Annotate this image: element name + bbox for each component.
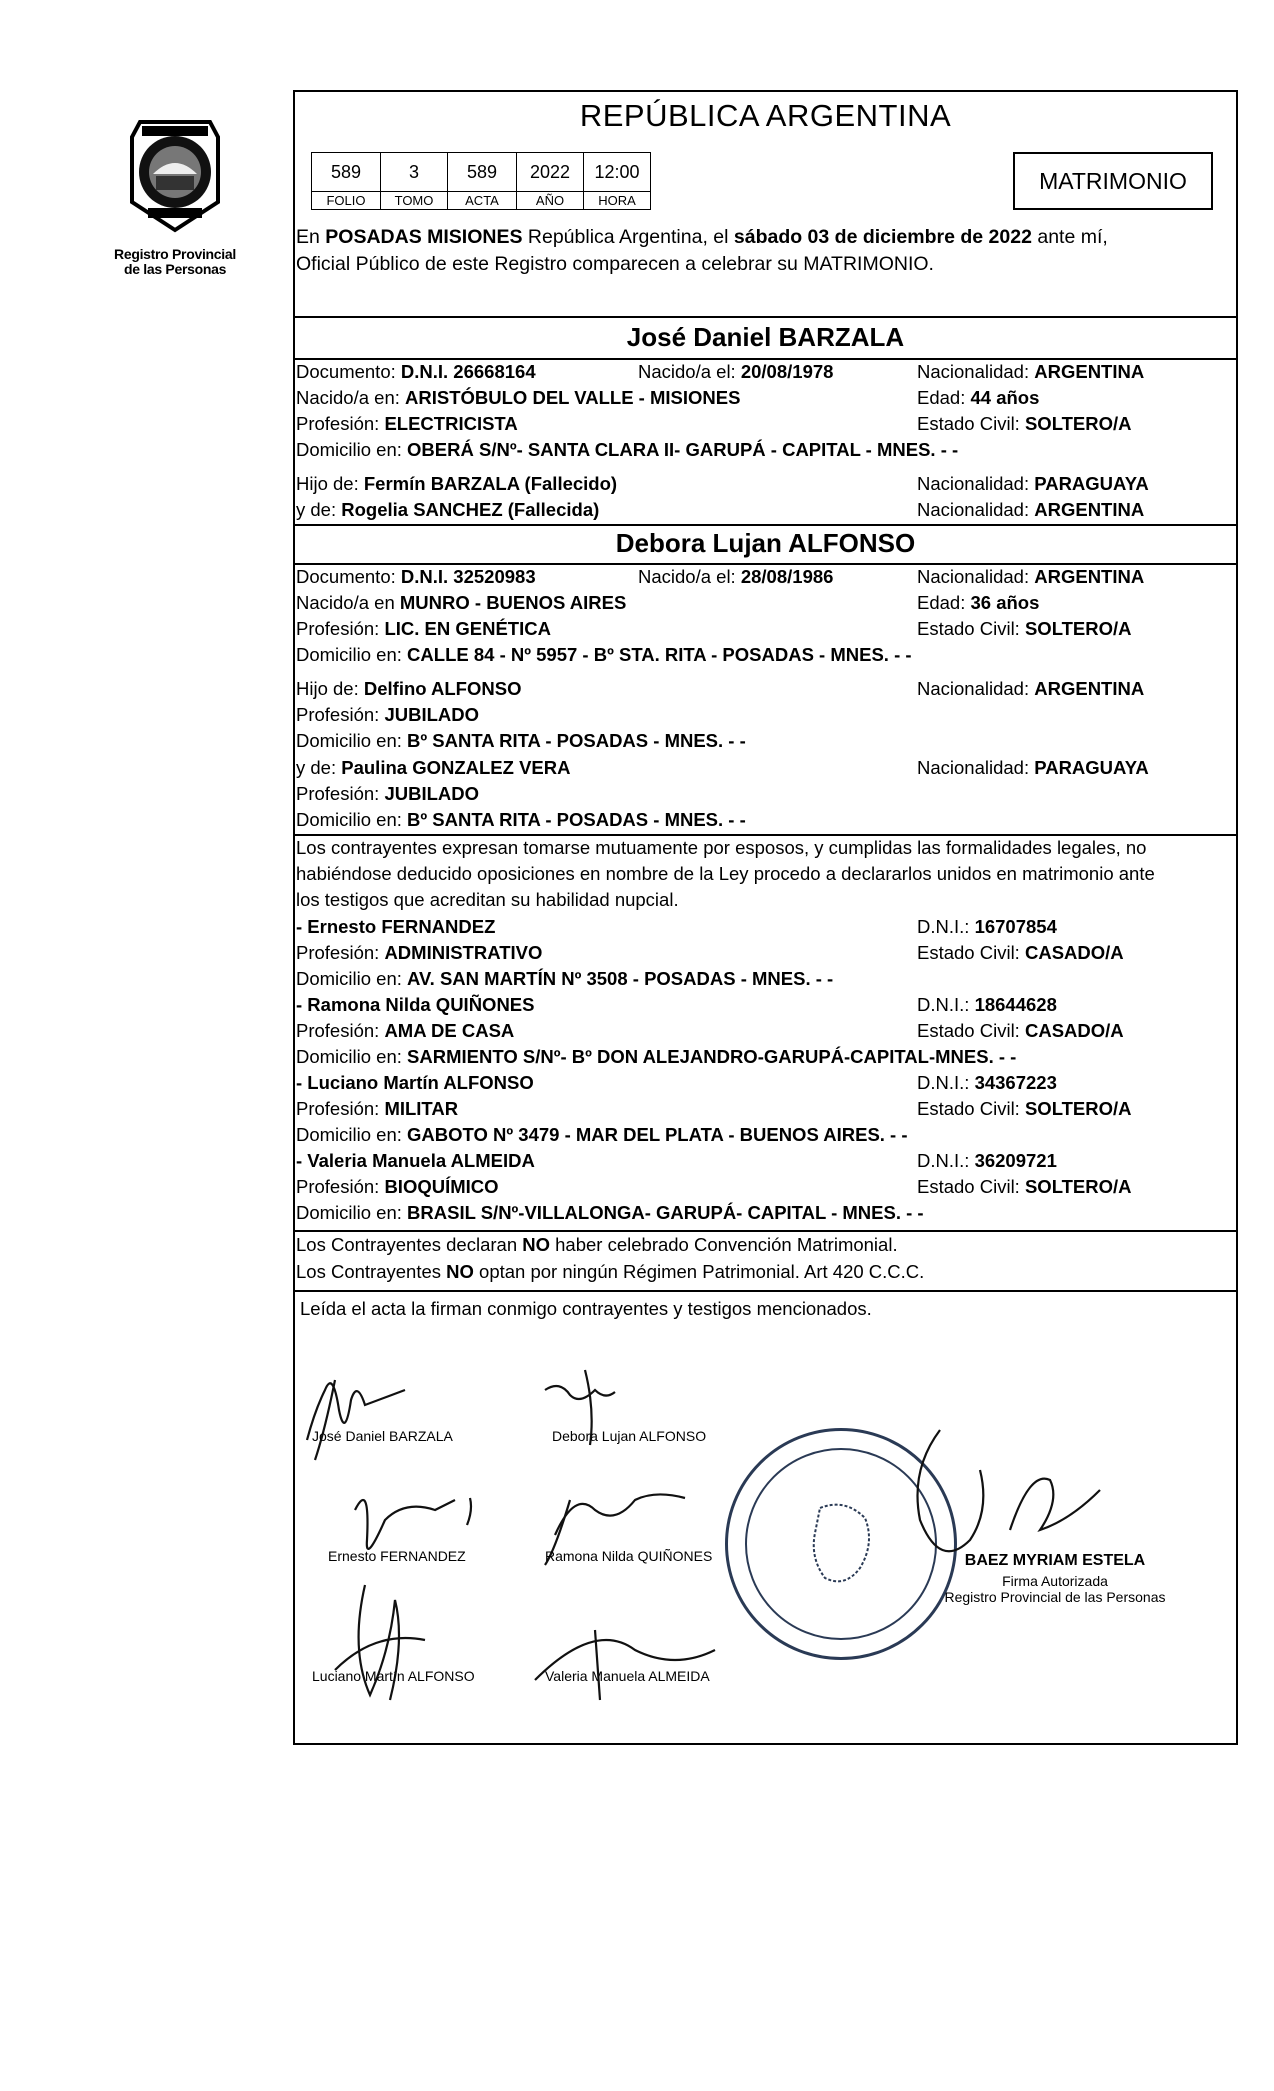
groom-row-prof: Profesión: ELECTRICISTA Estado Civil: SOLTERO/A [296,413,1132,434]
signature-caption-witness-3: Luciano Martín ALFONSO [312,1668,475,1684]
groom-row-father: Hijo de: Fermín BARZALA (Fallecido) Nacionalidad: PARAGUAYA [296,473,1149,494]
witness-row-name: - Luciano Martín ALFONSO D.N.I.: 34367223 [296,1072,1057,1093]
signature-caption-groom: José Daniel BARZALA [312,1428,453,1444]
tomo-value: 3 [381,153,448,192]
bride-row-father: Hijo de: Delfino ALFONSO Nacionalidad: ARGENTINA [296,678,1145,699]
witness-row-prof: Profesión: AMA DE CASA Estado Civil: CASADO/A [296,1020,1124,1041]
record-type-box: MATRIMONIO [1013,152,1213,210]
bride-name: Debora Lujan ALFONSO [615,528,916,558]
officer-org: Registro Provincial de las Personas [944,1589,1166,1605]
groom-name: José Daniel BARZALA [626,322,905,352]
bride-row-mother: y de: Paulina GONZALEZ VERA Nacionalidad: PARAGUAYA [296,757,1149,778]
witness-row-dom: Domicilio en: AV. SAN MARTÍN Nº 3508 - POSADAS - MNES. - - [296,968,834,989]
officer-name: BAEZ MYRIAM ESTELA [964,1552,1146,1569]
groom-row-mother: y de: Rogelia SANCHEZ (Fallecida) Nacionalidad: ARGENTINA [296,499,1145,520]
officer-role: Firma Autorizada [1002,1573,1108,1589]
anio-value: 2022 [517,153,584,192]
groom-row-dom: Domicilio en: OBERÁ S/Nº- SANTA CLARA II- GARUPÁ - CAPITAL - MNES. - - [296,439,959,460]
acta-label: ACTA [448,192,517,210]
bride-row-dom: Domicilio en: CALLE 84 - Nº 5957 - Bº STA. RITA - POSADAS - MNES. - - [296,644,912,665]
signature-caption-witness-2: Ramona Nilda QUIÑONES [545,1548,713,1564]
closing-text: Leída el acta la firman conmigo contrayentes y testigos mencionados. [300,1298,872,1319]
convention-line-2: Los Contrayentes NO optan por ningún Régimen Patrimonial. Art 420 C.C.C. [296,1261,925,1282]
bride-row-place: Nacido/a en MUNRO - BUENOS AIRES Edad: 36 años [296,592,1040,613]
divider [293,316,1238,318]
bride-row-doc: Documento: D.N.I. 32520983 Nacido/a el: 28/08/1986 Nacionalidad: ARGENTINA [296,566,1145,587]
witness-row-name: - Ernesto FERNANDEZ D.N.I.: 16707854 [296,916,1057,937]
hora-value: 12:00 [584,153,651,192]
anio-label: AÑO [517,192,584,210]
divider [293,524,1238,526]
intro-paragraph: En POSADAS MISIONES República Argentina, el sábado 03 de diciembre de 2022 ante mí, Oficial Público de este Registro comparecen a celebrar su MATRIMONIO. [296,226,1108,275]
signature-caption-witness-4: Valeria Manuela ALMEIDA [545,1668,710,1684]
bride-row-mother-prof: Profesión: JUBILADO [296,783,479,804]
hora-label: HORA [584,192,651,210]
witness-row-name: - Ramona Nilda QUIÑONES D.N.I.: 18644628 [296,994,1057,1015]
witness-row-dom: Domicilio en: GABOTO Nº 3479 - MAR DEL PLATA - BUENOS AIRES. - - [296,1124,908,1145]
bride-row-prof: Profesión: LIC. EN GENÉTICA Estado Civil: SOLTERO/A [296,618,1132,639]
witness-row-dom: Domicilio en: SARMIENTO S/Nº- Bº DON ALEJANDRO-GARUPÁ-CAPITAL-MNES. - - [296,1046,1017,1067]
groom-row-place: Nacido/a en: ARISTÓBULO DEL VALLE - MISIONES Edad: 44 años [296,387,1040,408]
registry-logo [100,112,250,277]
groom-row-doc: Documento: D.N.I. 26668164 Nacido/a el: 20/08/1978 Nacionalidad: ARGENTINA [296,361,1145,382]
bride-row-mother-dom: Domicilio en: Bº SANTA RITA - POSADAS - MNES. - - [296,809,746,830]
tomo-label: TOMO [381,192,448,210]
witness-row-dom: Domicilio en: BRASIL S/Nº-VILLALONGA- GARUPÁ- CAPITAL - MNES. - - [296,1202,924,1223]
witness-row-prof: Profesión: BIOQUÍMICO Estado Civil: SOLTERO/A [296,1176,1132,1197]
convention-line-1: Los Contrayentes declaran NO haber celebrado Convención Matrimonial. [296,1234,898,1255]
bride-row-father-prof: Profesión: JUBILADO [296,704,479,725]
logo-caption-1: Registro Provincial [114,246,236,262]
declaration-paragraph: Los contrayentes expresan tomarse mutuamente por esposos, y cumplidas las formalidades legales, no habiéndose deducido oposiciones en nombre de la Ley procedo a declararlos unidos en matrimonio ante los testigos que acreditan su habilidad nupcial. [296,837,1155,910]
provincial-seal-icon [120,112,230,242]
page-title: REPÚBLICA ARGENTINA [579,98,952,133]
bride-row-father-dom: Domicilio en: Bº SANTA RITA - POSADAS - MNES. - - [296,730,746,751]
witness-row-name: - Valeria Manuela ALMEIDA D.N.I.: 36209721 [296,1150,1057,1171]
signature-caption-witness-1: Ernesto FERNANDEZ [328,1548,466,1564]
witness-row-prof: Profesión: MILITAR Estado Civil: SOLTERO/A [296,1098,1132,1119]
folio-label: FOLIO [312,192,381,210]
witness-row-prof: Profesión: ADMINISTRATIVO Estado Civil: CASADO/A [296,942,1124,963]
reference-table [311,152,651,210]
divider [293,1290,1238,1292]
logo-caption-2: de las Personas [123,261,227,277]
acta-value: 589 [448,153,517,192]
folio-value: 589 [312,153,381,192]
signature-caption-bride: Debora Lujan ALFONSO [552,1428,707,1444]
